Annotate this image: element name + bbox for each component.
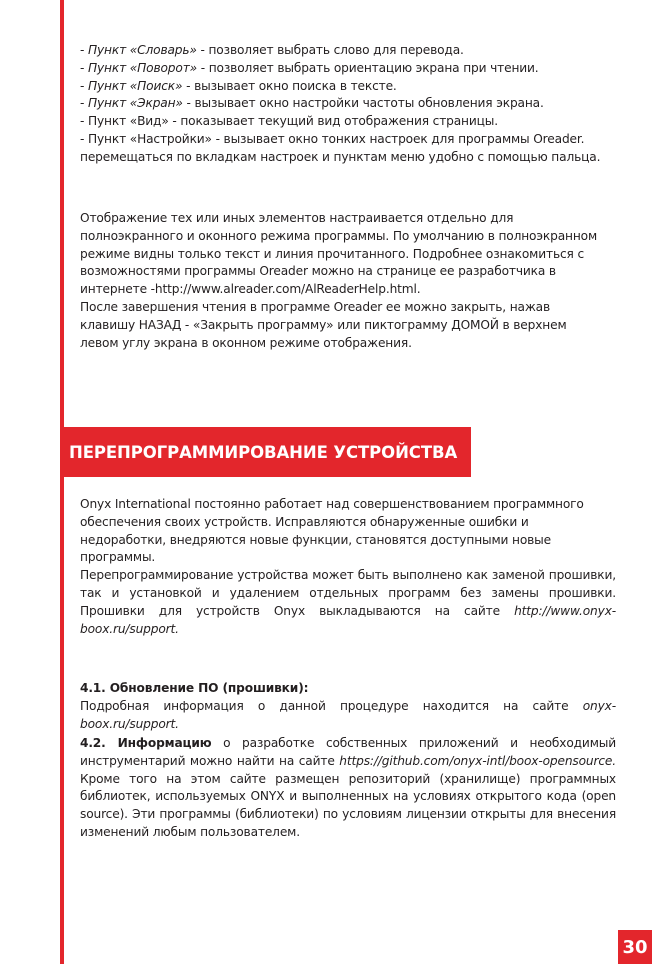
- menu-items-list: [80, 42, 616, 167]
- menu-item: - Пункт «Экран» - вызывает окно настройки частоты обновления экрана.: [80, 96, 544, 111]
- margin-rule: [60, 0, 64, 964]
- menu-item: - Пункт «Поиск» - вызывает окно поиска в тексте.: [80, 78, 397, 93]
- section-4-1-text: Подробная информация о данной процедуре находится на сайте onyx-boox.ru/support.: [80, 698, 616, 731]
- support-link[interactable]: http://www.onyx-boox.ru/support.: [80, 603, 616, 636]
- support-link[interactable]: onyx-boox.ru/support.: [80, 698, 616, 731]
- menu-note: перемещаться по вкладкам настроек и пунктам меню удобно с помощью пальца.: [80, 149, 601, 164]
- menu-item: - Пункт «Поворот» - позволяет выбрать ориентацию экрана при чтении.: [80, 60, 539, 75]
- reprogramming-intro: [80, 496, 616, 638]
- menu-item: - Пункт «Словарь» - позволяет выбрать слово для перевода.: [80, 43, 464, 57]
- section-4-1-heading: 4.1. Обновление ПО (прошивки):: [80, 681, 309, 695]
- page-number: 30: [618, 930, 652, 964]
- section-4-2-heading: 4.2. Информацию: [80, 736, 212, 750]
- display-line: После завершения чтения в программе Oreader ее можно закрыть, нажав: [80, 299, 551, 314]
- reprogram-paragraph: Перепрограммирование устройства может быть выполнено как заменой прошивки, так и установкой и удалением отдельных программ без замены прошивки. Прошивки для устройств Onyx выкладываются на сайте http://www.onyx-boox.ru/support.: [80, 568, 616, 636]
- menu-item: - Пункт «Настройки» - вызывает окно тонких настроек для программы Oreader.: [80, 131, 585, 146]
- display-line: клавишу НАЗАД - «Закрыть программу» или пиктограмму ДОМОЙ в верхнем: [80, 317, 567, 332]
- display-settings-paragraph: [80, 210, 616, 352]
- display-line: полноэкранного и оконного режима программы. По умолчанию в полноэкранном: [80, 228, 597, 243]
- display-line: возможностями программы Oreader можно на странице ее разработчика в: [80, 264, 556, 279]
- section-4-1: [80, 680, 616, 733]
- menu-item: - Пункт «Вид» - показывает текущий вид отображения страницы.: [80, 114, 498, 129]
- github-link[interactable]: https://github.com/onyx-intl/boox-opensource.: [339, 753, 616, 768]
- section-title: ПЕРЕПРОГРАММИРОВАНИЕ УСТРОЙСТВА: [60, 427, 471, 477]
- intro-line: Onyx International постоянно работает над совершенствованием программного: [80, 497, 584, 511]
- display-line: режиме видны только текст и линия прочитанного. Подробнее ознакомиться с: [80, 246, 584, 261]
- section-4-2: [80, 735, 616, 842]
- display-line: левом углу экрана в оконном режиме отображения.: [80, 335, 412, 350]
- intro-line: обеспечения своих устройств. Исправляются обнаруженные ошибки и: [80, 514, 529, 529]
- section-4-2-text: 4.2. Информацию о разработке собственных приложений и необходимый инструментарий можно найти на сайте https://github.com/onyx-intl/boox-opensource. Кроме того на этом сайте размещен репозиторий (хранилище) программных библиотек, используемых ONYX и выполненных на условиях открытого кода (open source). Эти программы (библиотеки) по условиям лицензии открыты для внесения изменений любым пользователем.: [80, 736, 616, 839]
- intro-line: недоработки, внедряются новые функции, становятся доступными новые: [80, 532, 552, 547]
- display-line: Отображение тех или иных элементов настраивается отдельно для: [80, 211, 514, 225]
- intro-line: программы.: [80, 550, 156, 565]
- display-line: интернете -http://www.alreader.com/AlReaderHelp.html.: [80, 282, 421, 297]
